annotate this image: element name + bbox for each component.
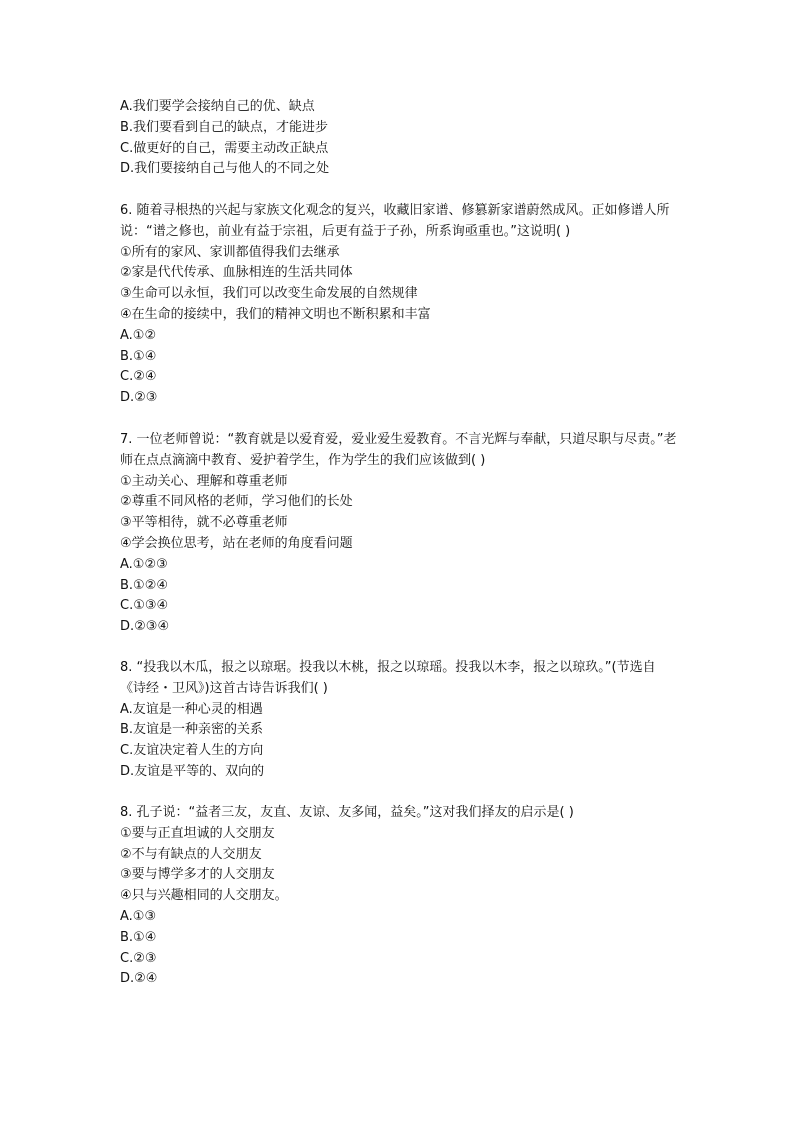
option-d: D.②③ — [120, 390, 158, 406]
statement-1: ①主动关心、理解和尊重老师 — [120, 473, 288, 489]
question-6 — [120, 201, 680, 409]
option-b: B.①②④ — [120, 577, 169, 593]
option-d: D.友谊是平等的、双向的 — [120, 763, 265, 779]
option-a: A.①②③ — [120, 556, 168, 572]
question-5-options — [120, 97, 680, 180]
option-a: A.友谊是一种心灵的相遇 — [120, 701, 263, 717]
option-d: D.②③④ — [120, 619, 170, 635]
option-c: C.①③④ — [120, 598, 169, 614]
statement-3: ③要与博学多才的人交朋友 — [120, 867, 275, 883]
statement-3: ③平等相待，就不必尊重老师 — [120, 515, 288, 531]
statement-1: ①所有的家风、家训都值得我们去继承 — [120, 244, 340, 260]
option-a: A.①③ — [120, 908, 157, 924]
statement-4: ④学会换位思考，站在老师的角度看问题 — [120, 535, 353, 551]
statement-2: ②尊重不同风格的老师，学习他们的长处 — [120, 494, 353, 510]
option-b: B.①④ — [120, 929, 157, 945]
question-stem: 8. 孔子说：“益者三友，友直、友谅、友多闻，益矣。”这对我们择友的启示是( ) — [120, 805, 574, 820]
statement-2: ②家是代代传承、血脉相连的生活共同体 — [120, 265, 353, 281]
option-c: C.②③ — [120, 950, 157, 966]
question-7 — [120, 430, 680, 638]
question-8-confucius — [120, 803, 680, 990]
question-stem: 6. 随着寻根热的兴起与家族文化观念的复兴，收藏旧家谱、修篡新家谱蔚然成风。正如修谱人所说：“谱之修也，前业有益于宗祖，后更有益于子孙，所系询亟重也。”这说明( ) — [120, 203, 670, 239]
option-a: A.①② — [120, 327, 157, 343]
statement-4: ④只与兴趣相同的人交朋友。 — [120, 888, 288, 904]
statement-2: ②不与有缺点的人交朋友 — [120, 846, 262, 862]
statement-4: ④在生命的接续中，我们的精神文明也不断积累和丰富 — [120, 306, 431, 322]
option-d: D.②④ — [120, 971, 158, 987]
statement-1: ①要与正直坦诚的人交朋友 — [120, 825, 275, 841]
option-c: C.②④ — [120, 369, 157, 385]
option-a: A.我们要学会接纳自己的优、缺点 — [120, 99, 315, 114]
question-stem: 7. 一位老师曾说：“教育就是以爱育爱，爱业爱生爱教育。不言光辉与奉献，只道尽职与尽责。”老师在点点滴滴中教育、爱护着学生，作为学生的我们应该做到( ) — [120, 432, 677, 468]
question-8-poem — [120, 658, 680, 783]
option-c: C.做更好的自己，需要主动改正缺点 — [120, 140, 329, 156]
option-b: B.①④ — [120, 348, 157, 364]
option-c: C.友谊决定着人生的方向 — [120, 743, 264, 759]
statement-3: ③生命可以永恒，我们可以改变生命发展的自然规律 — [120, 286, 418, 302]
question-stem: 8. “投我以木瓜，报之以琼琚。投我以木桃，报之以琼瑶。投我以木李，报之以琼玖。”(节选自《诗经・卫风》)这首古诗告诉我们( ) — [120, 660, 656, 696]
option-b: B.我们要看到自己的缺点，才能进步 — [120, 119, 329, 135]
option-d: D.我们要接纳自己与他人的不同之处 — [120, 161, 330, 177]
option-b: B.友谊是一种亲密的关系 — [120, 722, 264, 738]
